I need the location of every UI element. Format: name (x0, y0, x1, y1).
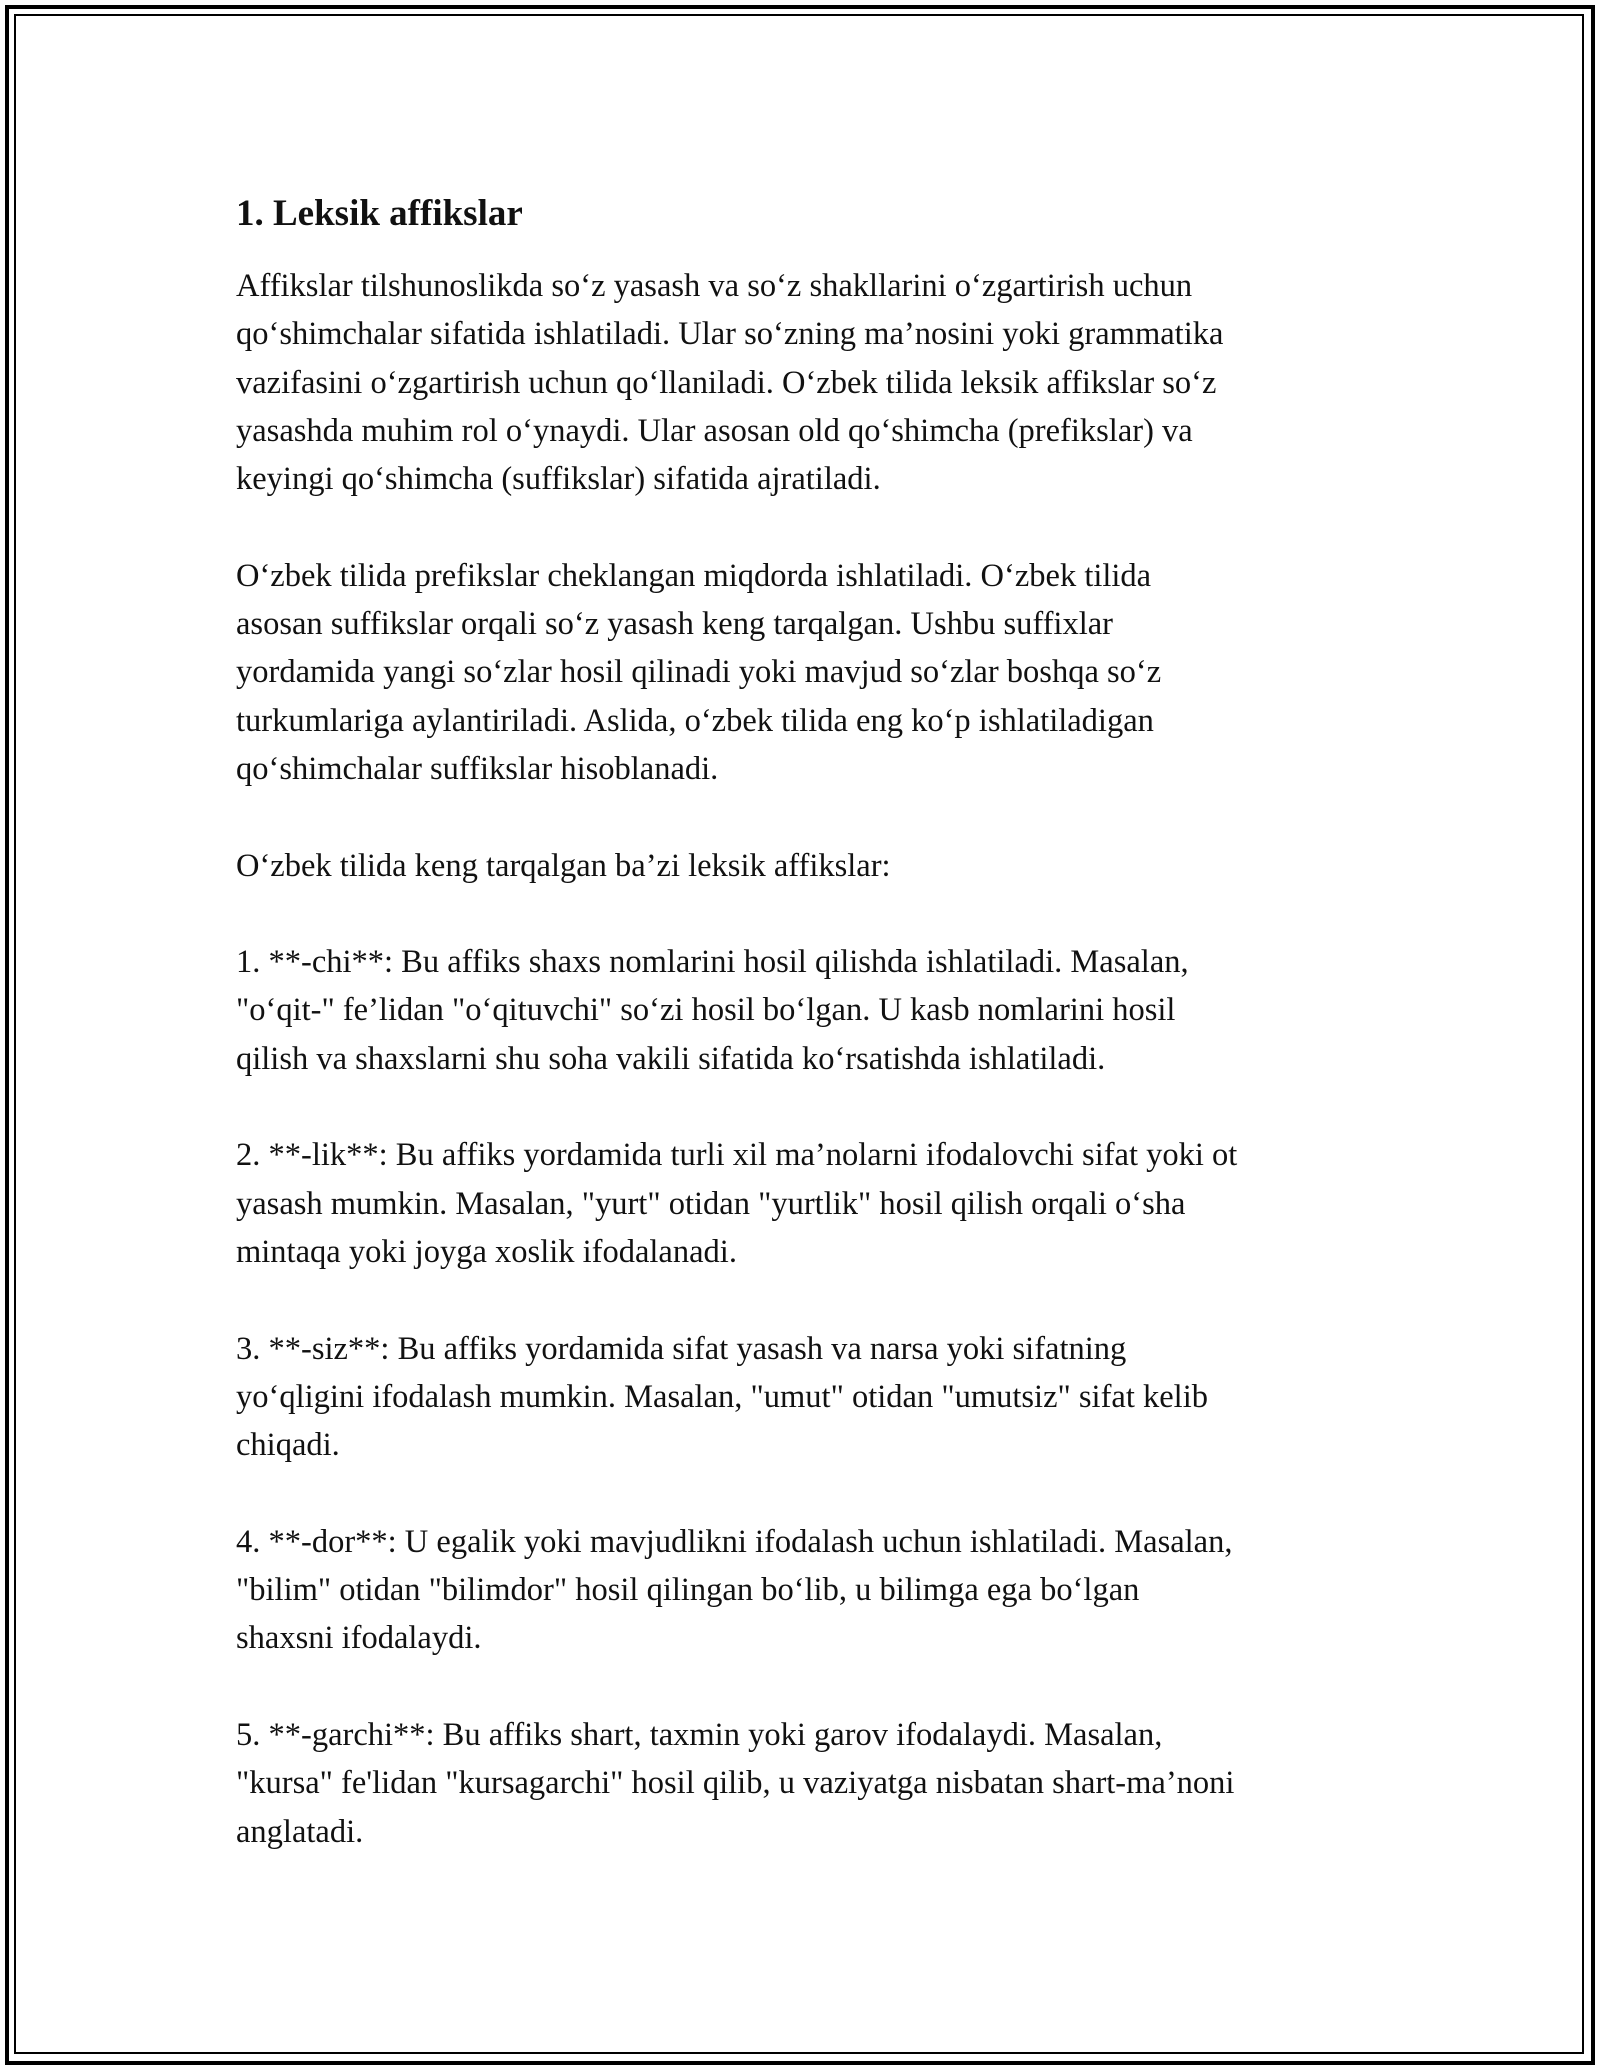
paragraph-line: yordamida yangi so‘zlar hosil qilinadi yoki mavjud so‘zlar boshqa so‘z (236, 654, 1162, 691)
paragraph (236, 842, 1376, 890)
paragraph (236, 1325, 1376, 1470)
paragraph-line: yo‘qligini ifodalash mumkin. Masalan, "umut" otidan "umutsiz" sifat kelib (236, 1378, 1208, 1415)
paragraph-line: 5. **-garchi**: Bu affiks shart, taxmin yoki garov ifodalaydi. Masalan, (236, 1716, 1163, 1753)
paragraph-line: qo‘shimchalar sifatida ishlatiladi. Ular so‘zning ma’nosini yoki grammatika (236, 316, 1224, 353)
paragraph-line: qo‘shimchalar suffikslar hisoblanadi. (236, 750, 719, 787)
paragraph-line: 4. **-dor**: U egalik yoki mavjudlikni ifodalash uchun ishlatiladi. Masalan, (236, 1523, 1233, 1560)
paragraph-line: 3. **-siz**: Bu affiks yordamida sifat yasash va narsa yoki sifatning (236, 1330, 1127, 1367)
paragraph (236, 1518, 1376, 1663)
paragraph-line: 1. **-chi**: Bu affiks shaxs nomlarini hosil qilishda ishlatiladi. Masalan, (236, 944, 1189, 981)
paragraph-line: qilish va shaxslarni shu soha vakili sifatida ko‘rsatishda ishlatiladi. (236, 1040, 1106, 1077)
paragraph-line: "o‘qit-" fe’lidan "o‘qituvchi" so‘zi hosil bo‘lgan. U kasb nomlarini hosil (236, 992, 1176, 1029)
paragraph-line: yasashda muhim rol o‘ynaydi. Ular asosan old qo‘shimcha (prefikslar) va (236, 412, 1193, 449)
paragraph-line: "kursa" fe'lidan "kursagarchi" hosil qilib, u vaziyatga nisbatan shart-ma’noni (236, 1765, 1235, 1802)
paragraph-line: O‘zbek tilida prefikslar cheklangan miqdorda ishlatiladi. O‘zbek tilida (236, 557, 1152, 594)
paragraph-line: keyingi qo‘shimcha (suffikslar) sifatida ajratiladi. (236, 461, 881, 498)
paragraph-line: yasash mumkin. Masalan, "yurt" otidan "yurtlik" hosil qilish orqali o‘sha (236, 1185, 1186, 1222)
paragraph-line: chiqadi. (236, 1427, 340, 1464)
paragraph-line: 2. **-lik**: Bu affiks yordamida turli xil ma’nolarni ifodalovchi sifat yoki ot (236, 1137, 1238, 1174)
paragraph (236, 938, 1376, 1083)
document-body (236, 190, 1376, 1904)
paragraph-line: anglatadi. (236, 1813, 364, 1850)
paragraph (236, 262, 1376, 503)
paragraph (236, 1131, 1376, 1276)
section-heading: 1. Leksik affikslar (236, 193, 523, 234)
paragraph-line: turkumlariga aylantiriladi. Aslida, o‘zbek tilida eng ko‘p ishlatiladigan (236, 702, 1154, 739)
paragraph-line: O‘zbek tilida keng tarqalgan ba’zi leksik affikslar: (236, 847, 891, 884)
paragraph-list (236, 262, 1376, 1856)
paragraph-line: mintaqa yoki joyga xoslik ifodalanadi. (236, 1233, 737, 1270)
paragraph (236, 1711, 1376, 1856)
paragraph-line: Affikslar tilshunoslikda so‘z yasash va so‘z shakllarini o‘zgartirish uchun (236, 268, 1193, 304)
paragraph-line: shaxsni ifodalaydi. (236, 1620, 482, 1657)
paragraph-line: vazifasini o‘zgartirish uchun qo‘llaniladi. O‘zbek tilida leksik affikslar so‘z (236, 364, 1217, 401)
paragraph-line: "bilim" otidan "bilimdor" hosil qilingan bo‘lib, u bilimga ega bo‘lgan (236, 1572, 1140, 1609)
paragraph (236, 552, 1376, 793)
paragraph-line: asosan suffikslar orqali so‘z yasash keng tarqalgan. Ushbu suffixlar (236, 606, 1113, 643)
